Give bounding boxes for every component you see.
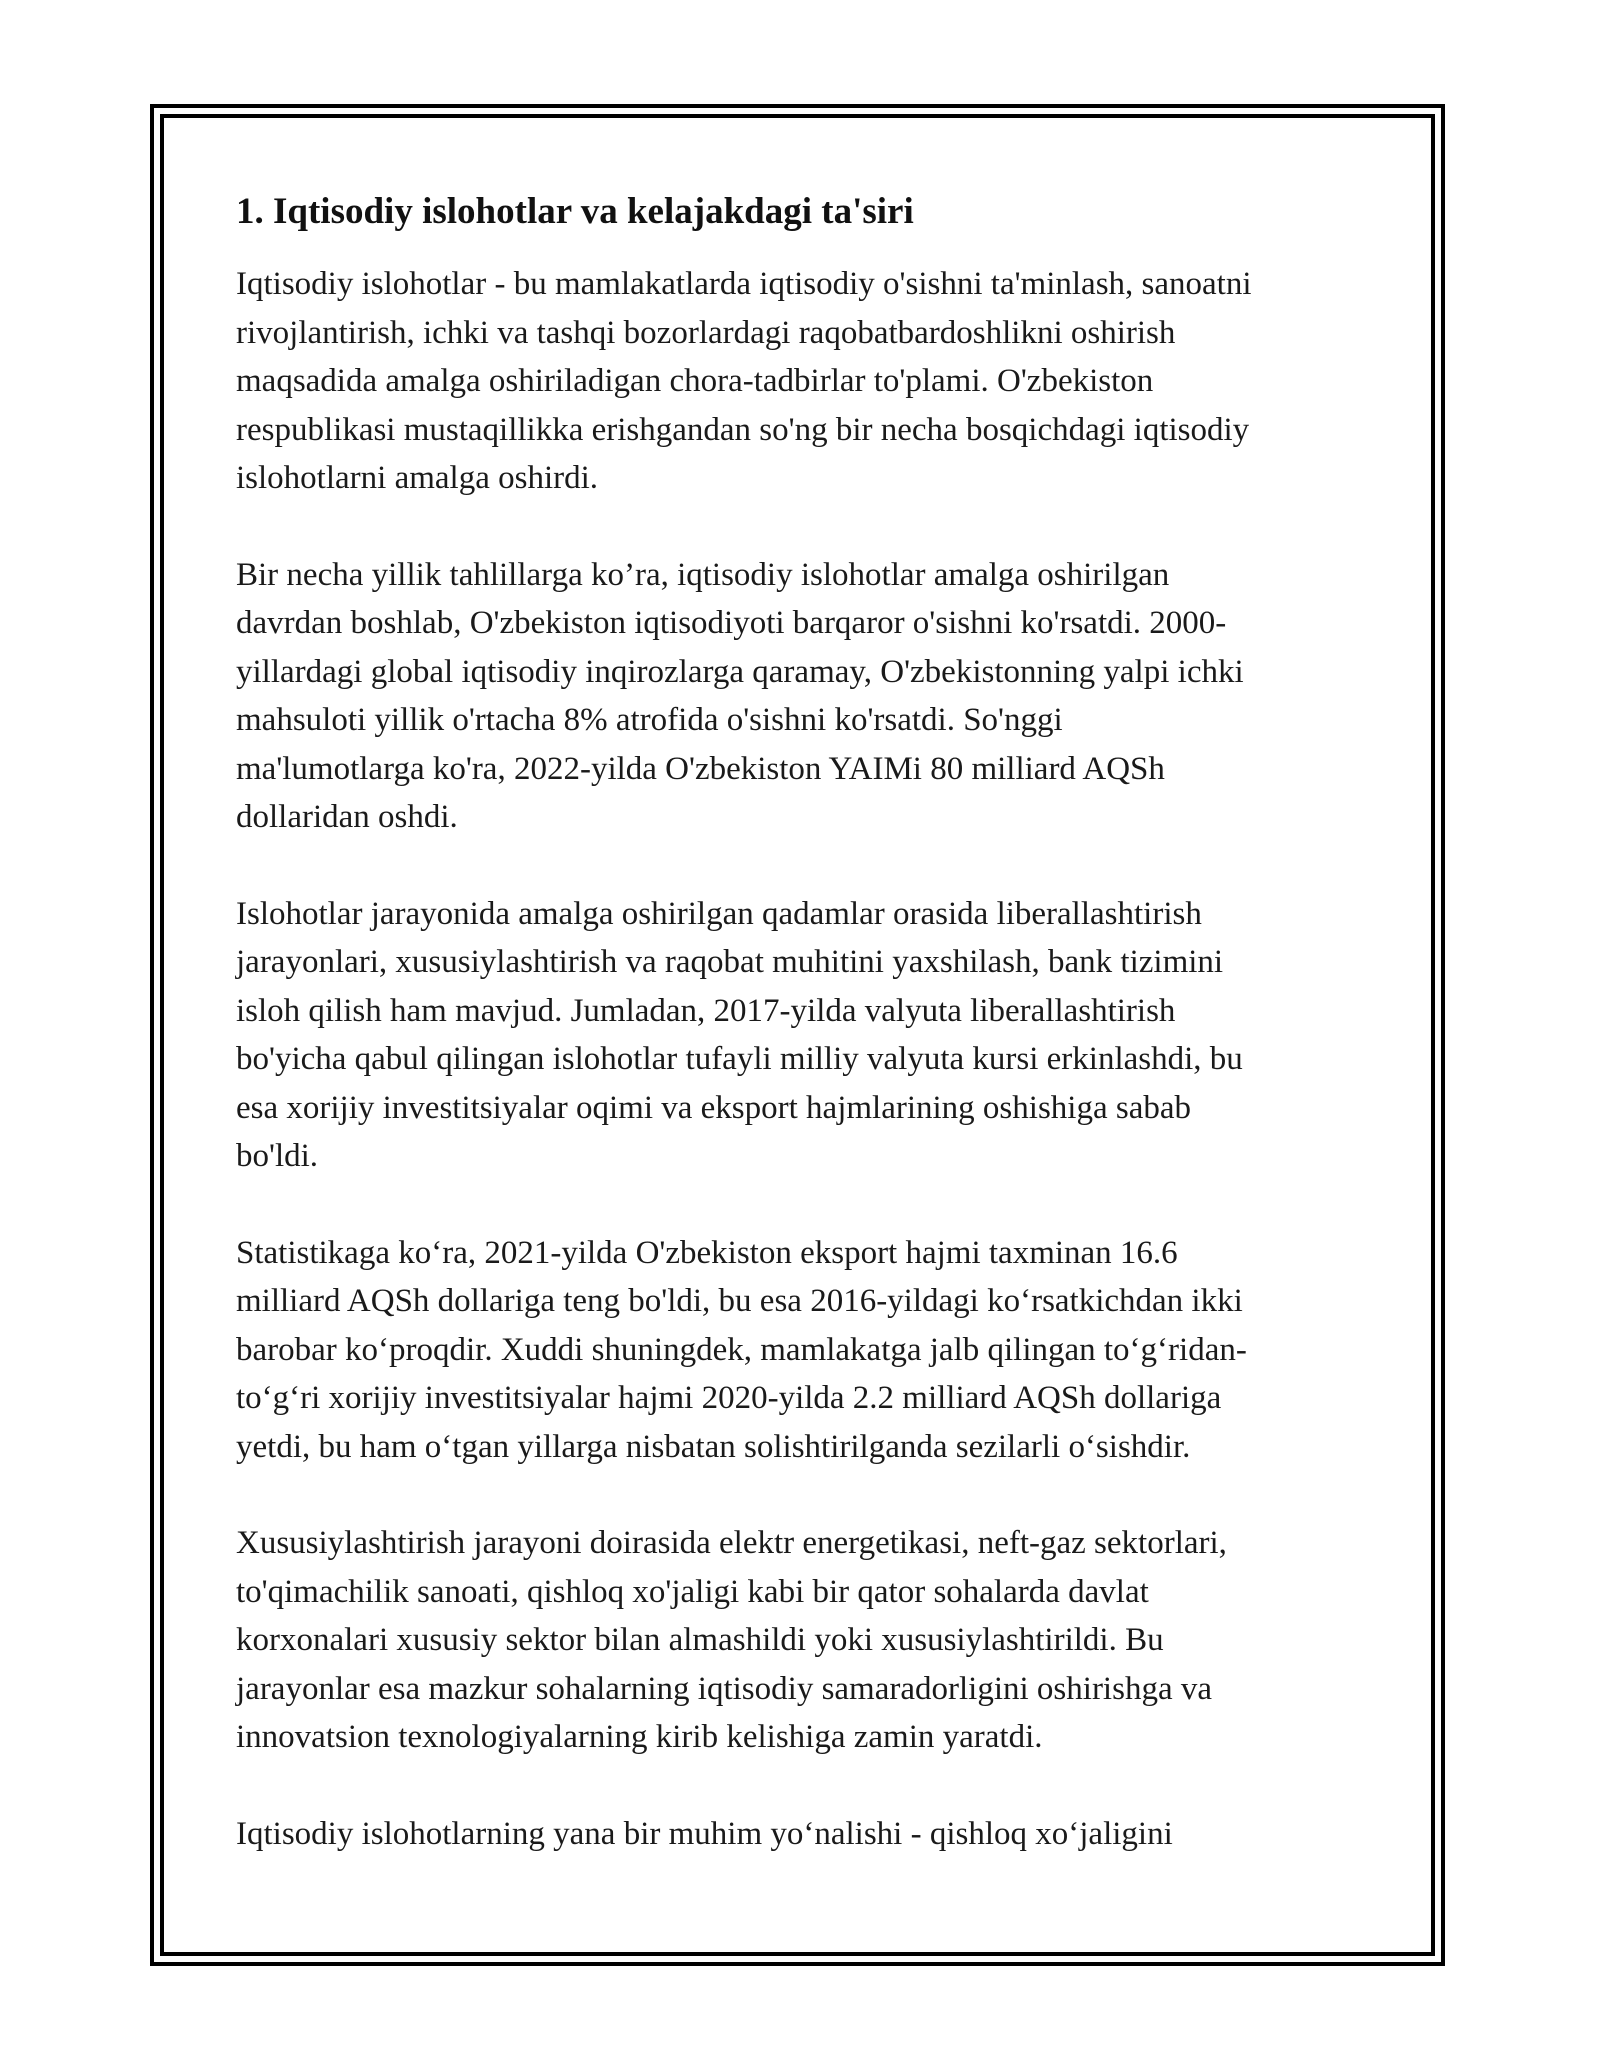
text-line: bo'ldi. bbox=[236, 1138, 319, 1174]
document-body bbox=[236, 180, 1376, 1906]
text-line: bo'yicha qabul qilingan islohotlar tufayli milliy valyuta kursi erkinlashdi, bu bbox=[236, 1041, 1243, 1077]
text-line: esa xorijiy investitsiyalar oqimi va eksport hajmlarining oshishiga sabab bbox=[236, 1089, 1191, 1126]
text-line: maqsadida amalga oshiriladigan chora-tadbirlar to'plami. O'zbekiston bbox=[236, 363, 1154, 399]
text-line: korxonalari xususiy sektor bilan almashildi yoki xususiylashtirildi. Bu bbox=[236, 1622, 1164, 1658]
text-line: Statistikaga koʻra, 2021-yilda O'zbekiston eksport hajmi taxminan 16.6 bbox=[236, 1234, 1178, 1271]
paragraph-1 bbox=[236, 260, 1376, 503]
text-line: Iqtisodiy islohotlar - bu mamlakatlarda iqtisodiy o'sishni ta'minlash, sanoatni bbox=[236, 266, 1252, 302]
text-line: dollaridan oshdi. bbox=[236, 799, 458, 835]
text-line: respublikasi mustaqillikka erishgandan so'ng bir necha bosqichdagi iqtisodiy bbox=[236, 411, 1250, 448]
text-line: Iqtisodiy islohotlarning yana bir muhim yoʻnalishi - qishloq xoʻjaligini bbox=[236, 1815, 1173, 1852]
text-line: toʻgʻri xorijiy investitsiyalar hajmi 2020-yilda 2.2 milliard AQSh dollariga bbox=[236, 1380, 1222, 1416]
text-line: yillardagi global iqtisodiy inqirozlarga qaramay, O'zbekistonning yalpi ichki bbox=[236, 653, 1244, 690]
paragraph-4 bbox=[236, 1229, 1376, 1472]
section-heading: 1. Iqtisodiy islohotlar va kelajakdagi ta'siri bbox=[236, 191, 914, 232]
paragraph-6 bbox=[236, 1810, 1376, 1859]
text-line: Bir necha yillik tahlillarga ko’ra, iqtisodiy islohotlar amalga oshirilgan bbox=[236, 556, 1170, 593]
text-line: Islohotlar jarayonida amalga oshirilgan qadamlar orasida liberallashtirish bbox=[236, 895, 1202, 932]
text-line: rivojlantirish, ichki va tashqi bozorlardagi raqobatbardoshlikni oshirish bbox=[236, 314, 1176, 351]
text-line: mahsuloti yillik o'rtacha 8% atrofida o'sishni ko'rsatdi. So'nggi bbox=[236, 702, 1063, 738]
text-line: milliard AQSh dollariga teng bo'ldi, bu esa 2016-yildagi koʻrsatkichdan ikki bbox=[236, 1283, 1243, 1319]
text-line: yetdi, bu ham oʻtgan yillarga nisbatan solishtirilganda sezilarli oʻsishdir. bbox=[236, 1428, 1191, 1465]
text-line: Xususiylashtirish jarayoni doirasida elektr energetikasi, neft-gaz sektorlari, bbox=[236, 1525, 1227, 1561]
text-line: to'qimachilik sanoati, qishloq xo'jaligi kabi bir qator sohalarda davlat bbox=[236, 1573, 1149, 1610]
text-line: jarayonlari, xususiylashtirish va raqobat muhitini yaxshilash, bank tizimini bbox=[236, 944, 1224, 980]
paragraph-2 bbox=[236, 551, 1376, 842]
text-line: isloh qilish ham mavjud. Jumladan, 2017-yilda valyuta liberallashtirish bbox=[236, 992, 1176, 1029]
text-line: innovatsion texnologiyalarning kirib kelishiga zamin yaratdi. bbox=[236, 1719, 1043, 1755]
text-line: barobar koʻproqdir. Xuddi shuningdek, mamlakatga jalb qilingan toʻgʻridan- bbox=[236, 1331, 1247, 1368]
paragraph-5 bbox=[236, 1519, 1376, 1762]
text-line: ma'lumotlarga ko'ra, 2022-yilda O'zbekiston YAIMi 80 milliard AQSh bbox=[236, 750, 1165, 787]
paragraph-3 bbox=[236, 890, 1376, 1181]
text-line: davrdan boshlab, O'zbekiston iqtisodiyoti barqaror o'sishni ko'rsatdi. 2000- bbox=[236, 605, 1227, 641]
text-line: islohotlarni amalga oshirdi. bbox=[236, 460, 599, 496]
text-line: jarayonlar esa mazkur sohalarning iqtisodiy samaradorligini oshirishga va bbox=[236, 1670, 1212, 1707]
